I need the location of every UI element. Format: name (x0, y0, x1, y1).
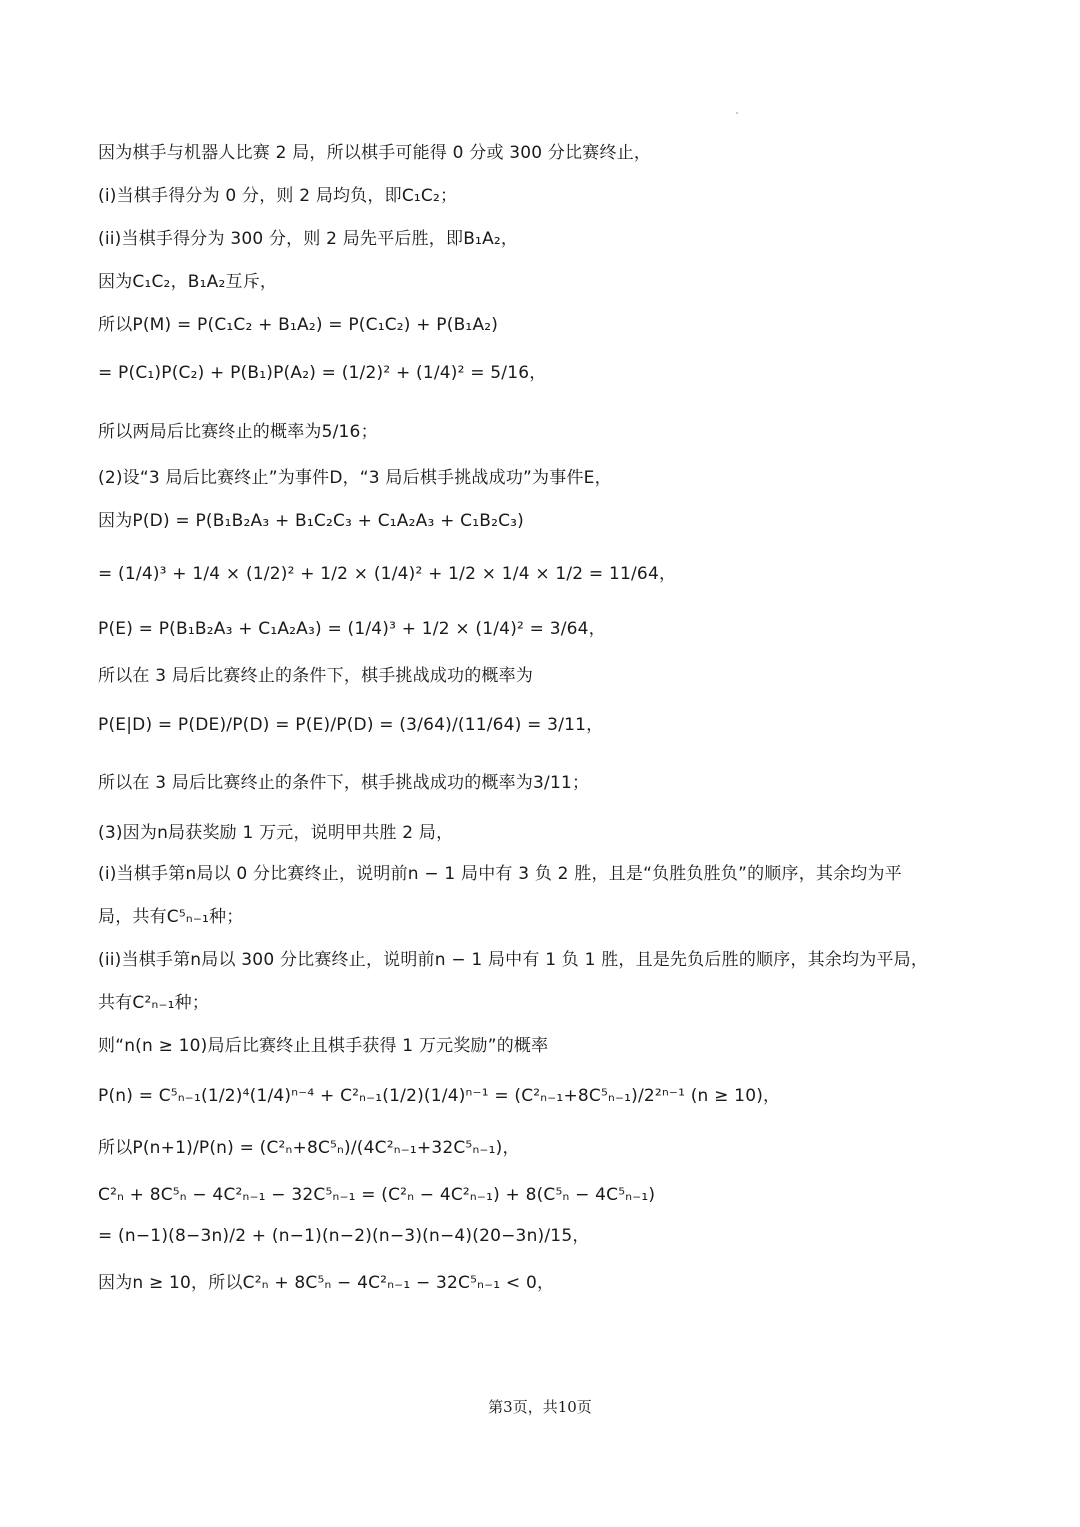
text-line: (i)当棋手得分为 0 分，则 2 局均负，即C₁C₂； (98, 186, 458, 206)
formula-line: 因为n ≥ 10，所以C²ₙ + 8C⁵ₙ − 4C²ₙ₋₁ − 32C⁵ₙ₋₁ < 0， (98, 1273, 555, 1293)
scan-speck (736, 112, 738, 114)
formula-line: 因为P(D) = P(B₁B₂A₃ + B₁C₂C₃ + C₁A₂A₃ + C₁B₂C₃) (98, 511, 524, 531)
text-line: (ii)当棋手得分为 300 分，则 2 局先平后胜，即B₁A₂， (98, 229, 519, 249)
formula-line: P(E) = P(B₁B₂A₃ + C₁A₂A₃) = (1/4)³ + 1/2 × (1/4)² = 3/64， (98, 619, 606, 639)
text-line: 所以两局后比赛终止的概率为5/16； (98, 422, 378, 442)
text-line: 局，共有C⁵ₙ₋₁种； (98, 907, 244, 927)
formula-line: P(E|D) = P(DE)/P(D) = P(E)/P(D) = (3/64)/(11/64) = 3/11， (98, 715, 604, 735)
formula-line: 所以P(n+1)/P(n) = (C²ₙ+8C⁵ₙ)/(4C²ₙ₋₁+32C⁵ₙ₋₁)， (98, 1138, 520, 1158)
text-line: 因为C₁C₂，B₁A₂互斥， (98, 272, 278, 292)
text-line: 共有C²ₙ₋₁种； (98, 993, 210, 1013)
formula-line: = (1/4)³ + 1/4 × (1/2)² + 1/2 × (1/4)² + 1/2 × 1/4 × 1/2 = 11/64， (98, 564, 677, 584)
text-line: (ii)当棋手第n局以 300 分比赛终止，说明前n − 1 局中有 1 负 1 胜，且是先负后胜的顺序，其余均为平局， (98, 950, 929, 970)
text-line: 所以在 3 局后比赛终止的条件下，棋手挑战成功的概率为3/11； (98, 773, 590, 793)
formula-line: C²ₙ + 8C⁵ₙ − 4C²ₙ₋₁ − 32C⁵ₙ₋₁ = (C²ₙ − 4C²ₙ₋₁) + 8(C⁵ₙ − 4C⁵ₙ₋₁) (98, 1185, 656, 1205)
text-line: (3)因为n局获奖励 1 万元，说明甲共胜 2 局， (98, 823, 454, 843)
text-line: 因为棋手与机器人比赛 2 局，所以棋手可能得 0 分或 300 分比赛终止， (98, 143, 652, 163)
text-line: (2)设“3 局后比赛终止”为事件D，“3 局后棋手挑战成功”为事件E， (98, 468, 612, 488)
text-line: (i)当棋手第n局以 0 分比赛终止，说明前n − 1 局中有 3 负 2 胜，且是“负胜负胜负”的顺序，其余均为平 (98, 864, 902, 884)
page-footer: 第3页，共10页 (488, 1398, 592, 1416)
formula-line: = (n−1)(8−3n)/2 + (n−1)(n−2)(n−3)(n−4)(20−3n)/15， (98, 1226, 590, 1246)
formula-line: 所以P(M) = P(C₁C₂ + B₁A₂) = P(C₁C₂) + P(B₁A₂) (98, 315, 499, 335)
formula-line: P(n) = C⁵ₙ₋₁(1/2)⁴(1/4)ⁿ⁻⁴ + C²ₙ₋₁(1/2)(1/4)ⁿ⁻¹ = (C²ₙ₋₁+8C⁵ₙ₋₁)/2²ⁿ⁻¹ (n ≥ 10)， (98, 1086, 781, 1106)
text-line: 则“n(n ≥ 10)局后比赛终止且棋手获得 1 万元奖励”的概率 (98, 1036, 549, 1056)
text-line: 所以在 3 局后比赛终止的条件下，棋手挑战成功的概率为 (98, 666, 534, 686)
formula-line: = P(C₁)P(C₂) + P(B₁)P(A₂) = (1/2)² + (1/4)² = 5/16， (98, 363, 547, 383)
